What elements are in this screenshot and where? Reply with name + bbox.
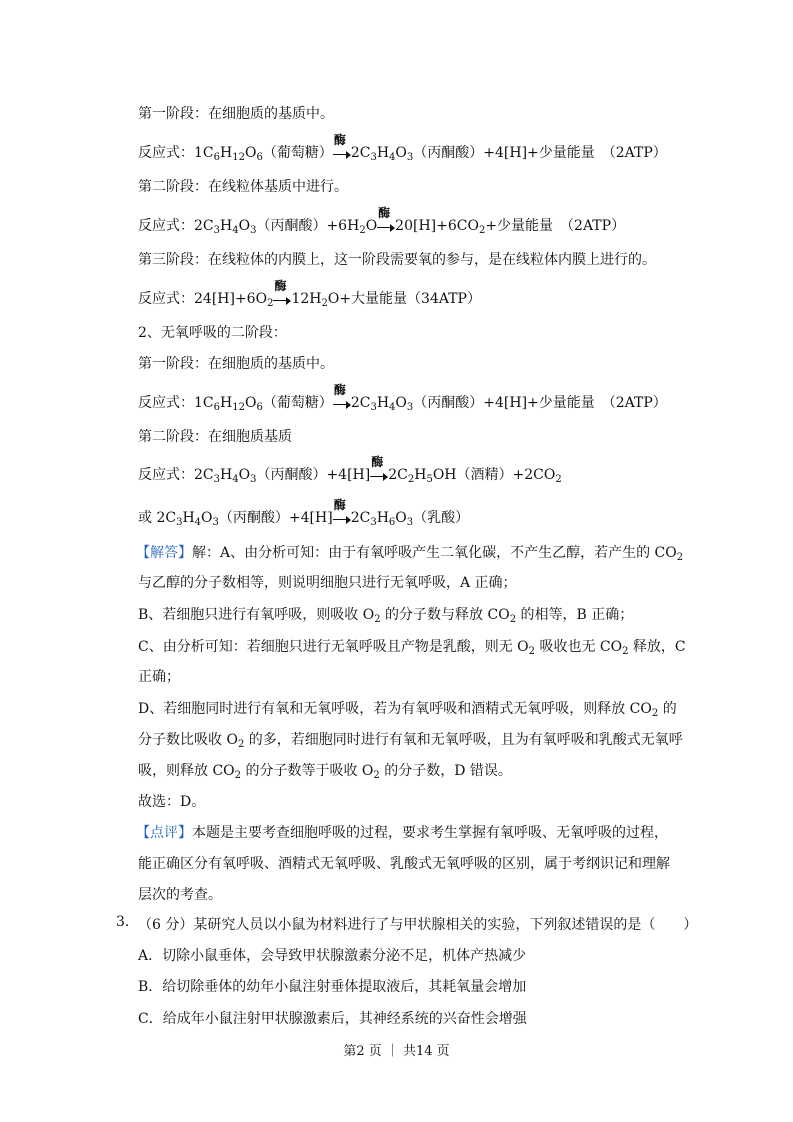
enzyme-arrow-icon: 酶	[333, 508, 351, 522]
comment-tag: 【点评】	[136, 825, 192, 841]
anaerobic-equation-2: 反应式：$2C_3H_4O_3$（丙酮酸）+4[H] 酶 $2C_2H_5OH$（酒精）$+2CO_2$	[138, 455, 562, 485]
enzyme-arrow-icon: 酶	[333, 393, 351, 407]
anaerobic-stage2-label: 第二阶段：在细胞质基质	[138, 429, 292, 445]
answer-tag: 【解答】	[136, 545, 192, 561]
answer-line-d2: 分子数比吸收 $O_2$ 的多，若细胞同时进行有氧和无氧呼吸，且为有氧呼吸和乳酸式无氧呼	[138, 732, 683, 750]
aerobic-equation-2: 反应式：$2C_3H_4O_3$（丙酮酸）$+6H_2O$ 酶 $20[H]+6CO_2+$少量能量 （2ATP）	[138, 206, 626, 236]
comment-line-3: 层次的考查。	[138, 887, 222, 903]
enzyme-arrow-icon: 酶	[377, 216, 395, 230]
option-a: A．切除小鼠垂体，会导致甲状腺激素分泌不足，机体产热减少	[138, 948, 527, 964]
anaerobic-stage1-label: 第一阶段：在细胞质的基质中。	[138, 356, 334, 372]
question-number: 3.	[116, 914, 130, 930]
aerobic-stage1-label: 第一阶段：在细胞质的基质中。	[138, 106, 334, 122]
aerobic-equation-1: 反应式：$1C_6H_{12}O_6$（葡萄糖） 酶 $2C_3H_4O_3$（丙酮酸）+4[H]+少量能量 （2ATP）	[138, 133, 667, 163]
question-stem: （6 分）某研究人员以小鼠为材料进行了与甲状腺相关的实验，下列叙述错误的是（ ）	[138, 917, 698, 933]
enzyme-arrow-icon: 酶	[333, 143, 351, 157]
answer-line-1: 【解答】解：A、由分析可知：由于有氧呼吸产生二氧化碳，不产生乙醇，若产生的 $CO_2$	[136, 545, 684, 563]
comment-line-2: 能正确区分有氧呼吸、酒精式无氧呼吸、乳酸式无氧呼吸的区别，属于考纲识记和理解	[138, 856, 670, 872]
answer-line-b: B、若细胞只进行有氧呼吸，则吸收 $O_2$ 的分子数与释放 $CO_2$ 的相等，B 正确；	[138, 607, 634, 625]
answer-line-c: C、由分析可知：若细胞只进行无氧呼吸且产物是乳酸，则无 $O_2$ 吸收也无 $CO_2$ 释放，C	[138, 639, 686, 657]
aerobic-stage3-label: 第三阶段：在线粒体的内膜上，这一阶段需要氧的参与，是在线粒体内膜上进行的。	[138, 252, 656, 268]
aerobic-stage2-label: 第二阶段：在线粒体基质中进行。	[138, 179, 348, 195]
enzyme-arrow-icon: 酶	[273, 289, 291, 303]
option-c: C．给成年小鼠注射甲状腺激素后，其神经系统的兴奋性会增强	[138, 1011, 527, 1027]
answer-line-c2: 正确；	[138, 669, 180, 685]
anaerobic-equation-1: 反应式：$1C_6H_{12}O_6$（葡萄糖） 酶 $2C_3H_4O_3$（丙酮酸）+4[H]+少量能量 （2ATP）	[138, 383, 667, 413]
answer-line-d1: D、若细胞同时进行有氧和无氧呼吸，若为有氧呼吸和酒精式无氧呼吸，则释放 $CO_2$ 的	[138, 701, 677, 719]
page-footer: 第2 页 ｜ 共14 页	[343, 1044, 450, 1059]
comment-line-1: 【点评】本题是主要考查细胞呼吸的过程，要求考生掌握有氧呼吸、无氧呼吸的过程，	[136, 825, 668, 841]
enzyme-arrow-icon: 酶	[370, 465, 388, 479]
anaerobic-equation-3: 或 $2C_3H_4O_3$（丙酮酸）+4[H] 酶 $2C_3H_6O_3$（乳酸）	[138, 498, 470, 528]
answer-line-2: 与乙醇的分子数相等，则说明细胞只进行无氧呼吸，A 正确；	[138, 575, 517, 591]
answer-choice: 故选：D。	[138, 794, 206, 810]
option-b: B．给切除垂体的幼年小鼠注射垂体提取液后，其耗氧量会增加	[138, 979, 527, 995]
anaerobic-heading: 2、无氧呼吸的二阶段：	[138, 325, 287, 341]
answer-line-d3: 吸，则释放 $CO_2$ 的分子数等于吸收 $O_2$ 的分子数，D 错误。	[138, 763, 512, 781]
aerobic-equation-3: 反应式：$24[H]+6O_2$ 酶 $12H_2O+$大量能量（34ATP）	[138, 279, 481, 309]
